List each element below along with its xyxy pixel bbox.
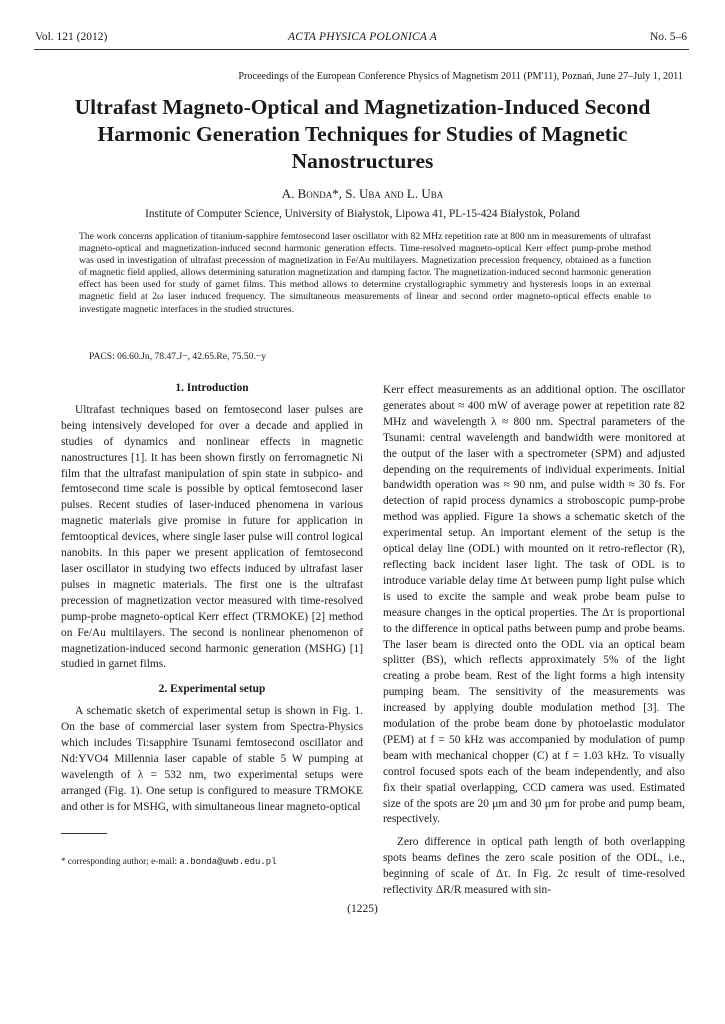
right-column [383,383,685,899]
volume-label: Vol. 121 (2012) [35,31,108,43]
abstract-text: The work concerns application of titanium-sapphire femtosecond laser oscillator with 82 MHz repetition rate at 800 nm in measurements of ultrafast magneto-optical and magnetization-induced second harmonic generation effects. Time-resolved magneto-optical Kerr effect pump-probe method was used in investigation of ultrafast precession of magnetization in Fe/Au multilayers. Magnetization precession frequency, obtained as a function of magnetic field applied, allows determining saturation magnetization and damping factor. The magnetization-induced second harmonic generation effect has been used for study of garnet films. This method allows to determine crystallographic symmetry and hysteresis loops in an external magnetic field at 2ω laser induced frequency. The simultaneous measurements of linear and second order magneto-optical effects enable to investigate magnetic interfaces in the studied structures. [79,231,651,315]
journal-name: ACTA PHYSICA POLONICA A [288,31,437,43]
footnote-prefix: * corresponding author; e-mail: [61,856,180,866]
left-column [61,381,363,816]
author-list [0,186,725,202]
zero-difference-paragraph: Zero difference in optical path length of both overlapping spots beams defines the zero scale position of the ODL, i.e., beginning of scale of Δτ. In Fig. 2c result of time-resolved reflectivity ΔR/R measured with sin- [383,836,685,897]
author-email: a.bonda@uwb.edu.pl [179,857,277,867]
issue-number: No. 5–6 [649,31,687,43]
header-rule [34,49,689,50]
page-number: (1225) [347,903,378,915]
paper-title: Ultrafast Magneto-Optical and Magnetization-Induced Second Harmonic Generation Techniques for Studies of Magnetic Nanostructures [74,95,651,173]
section-heading-introduction: 1. Introduction [175,382,249,394]
footnote-rule [61,833,107,834]
setup-paragraph: A schematic sketch of experimental setup is shown in Fig. 1. On the base of commercial laser system from Spectra-Physics which includes Ti:sapphire Tsunami femtosecond oscillator and Nd:YVO4 Millennia laser capable of stable 5 W pumping at wavelength of λ = 532 nm, two experimental setups were arranged (Fig. 1). One setup is configured to measure TRMOKE and other is for MSHG, with simultaneous linear magneto-optical [61,705,363,813]
affiliation: Institute of Computer Science, University of Białystok, Lipowa 41, PL-15-424 Białystok, Poland [145,208,580,220]
introduction-paragraph: Ultrafast techniques based on femtosecond laser pulses are being intensively developed for over a decade and applied in studies of dynamics and nonlinear effects in magnetic nanostructures [1]. It has been shown firstly on ferromagnetic Ni film that the ultrafast manipulation of spin state in subpico- and femtosecond time scale is possible by optical femtosecond laser pulses. Recent studies of laser-induced phenomena in various magnetic materials give promise in future for application in femtooptical devices, where single laser pulse will control logical nanobits. In this paper we present application of femtosecond laser oscillator in studying two effects induced by ultrafast laser pulses in magnetic materials. The first one is the ultrafast precession of magnetization vector measured with time-resolved pump-probe magneto-optical Kerr effect (TRMOKE) [2] method on Fe/Au multilayers. The second is nonlinear phenomenon of magnetization-induced second harmonic generation (MSHG) [1] studied in garnet films. [61,403,363,671]
authors-text: A. Bonda*, S. Uba and L. Uba [281,186,444,201]
section-heading-experimental-setup: 2. Experimental setup [158,683,266,696]
pacs-codes: PACS: 06.60.Jn, 78.47.J−, 42.65.Re, 75.50.−y [89,351,267,362]
corresponding-author-footnote [61,856,277,867]
setup-continuation-paragraph: Kerr effect measurements as an additional option. The oscillator generates about ≈ 400 mW of average power at repetition rate 82 MHz and wavelength λ ≈ 800 nm. Spectral parameters of the Tsunami: central wavelength and bandwidth were monitored at the output of the laser with a spectrometer (SPM) and adjusted depending on the requirements of individual experiments. Initial bandwidth operation was ≈ 90 nm, and pulse width ≈ 30 fs. For detection of rapid process dynamics a stroboscopic pump-probe method was applied. Figure 1a shows a schematic sketch of the experimental setup. An important element of the setup is the optical delay line (ODL) with mounted on it retro-reflector (R), reflecting back incident laser light. The task of ODL is to introduce variable delay time Δτ between pump light pulse which is used to excite the sample and weak probe beam pulse to measure changes in the optical properties. The Δτ is proportional to the difference in optical paths between pump and probe beams. The laser beam is directed onto the ODL via an optical beam splitter (BS), which reflects approximately 5% of the light creating a probe beam. Rest of the light forms a high intensity pumping beam. The sensitivity of the measurements was increased by applying double modulation method [3]. The modulation of the probe beam done by photoelastic modulator (PEM) at f = 50 kHz was accompanied by modulation of pump beam with mechanical chopper (C) at f = 1.03 kHz. To visually control focused spots each of the beam independently, and also fix their spatial overlapping, CCD camera was used. Estimated size of the spots are 20 μm and 30 μm for probe and pump beam, respectively. [383,384,685,826]
proceedings-line: Proceedings of the European Conference Physics of Magnetism 2011 (PM'11), Poznań, June 27–July 1, 2011 [238,71,683,82]
abstract [79,231,651,316]
